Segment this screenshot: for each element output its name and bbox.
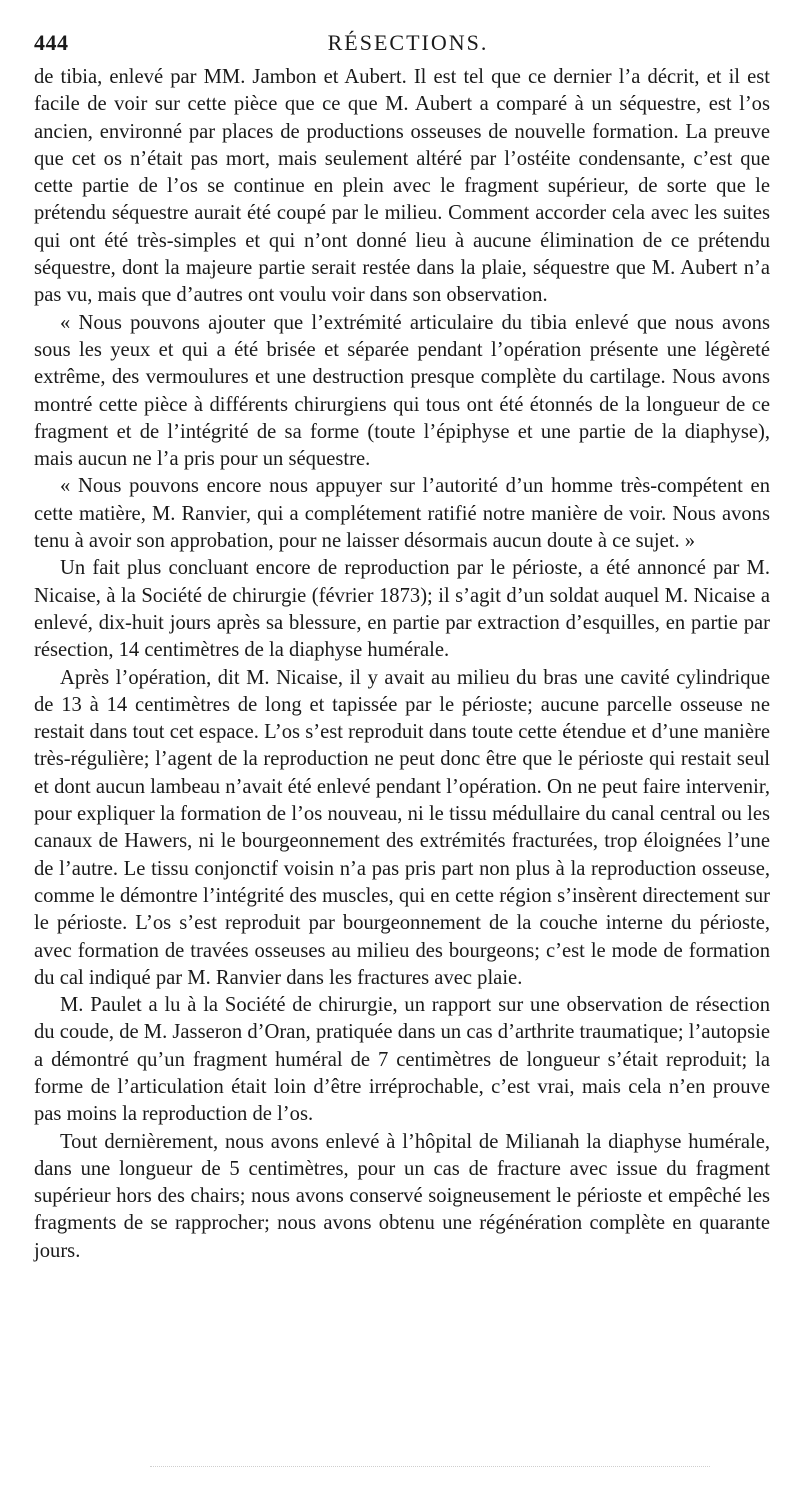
paragraph-continuation: de tibia, enlevé par MM. Jambon et Aubert. Il est tel que ce dernier l’a décrit, et il est facile de voir sur cette pièce que ce que M. Aubert a comparé à un séquestre, est l’os ancien, environné par places de productions osseuses de nouvelle formation. La preuve que cet os n’était pas mort, mais seulement altéré par l’ostéite condensante, c’est que cette partie de l’os se continue en plein avec le fragment supérieur, de sorte que le prétendu séquestre aurait été coupé par le milieu. Comment accorder cela avec les suites qui ont été très-simples et qui n’ont donné lieu à aucune élimination de ce prétendu séquestre, dont la majeure partie serait restée dans la plaie, séquestre que M. Aubert n’a pas vu, mais que d’autres ont voulu voir dans son observation. xyxy=(34,66,770,307)
running-head xyxy=(34,30,774,58)
page-number: 444 xyxy=(34,30,69,55)
paragraph-milianah-case: Tout dernièrement, nous avons enlevé à l’hôpital de Milianah la diaphyse humérale, dans une longueur de 5 centimètres, pour un cas de fracture avec issue du fragment supérieur hors des chairs; nous avons conservé soigneusement le périoste et empêché les fragments de se rapprocher; nous avons obtenu une régénération complète en quarante jours. xyxy=(34,1130,770,1262)
paragraph-quote-cartilage: « Nous pouvons ajouter que l’extrémité articulaire du tibia enlevé que nous avons sous les yeux et qui a été brisée et séparée pendant l’opération présente une légèreté extrême, des vermoulures et une destruction presque complète du cartilage. Nous avons montré cette pièce à différents chirurgiens qui tous ont été étonnés de la longueur de ce fragment et de l’intégrité de sa forme (toute l’épiphyse et une partie de la diaphyse), mais aucun ne l’a pris pour un séquestre. xyxy=(34,311,770,471)
paragraph-paulet-report: M. Paulet a lu à la Société de chirurgie, un rapport sur une observation de résection du coude, de M. Jasseron d’Oran, pratiquée dans un cas d’arthrite traumatique; l’autopsie a démontré qu’un fragment huméral de 7 centimètres de longueur s’était reproduit; la forme de l’articulation était loin d’être irréprochable, c’est vrai, mais cela n’en prouve pas moins la reproduction de l’os. xyxy=(34,994,770,1126)
paragraph-quote-ranvier: « Nous pouvons encore nous appuyer sur l’autorité d’un homme très-compétent en cette matière, M. Ranvier, qui a complétement ratifié notre manière de voir. Nous avons tenu à avoir son approbation, pour ne laisser désormais aucun doute à ce sujet. » xyxy=(34,475,770,553)
paragraph-nicaise-description: Après l’opération, dit M. Nicaise, il y avait au milieu du bras une cavité cylindrique de 13 à 14 centimètres de long et tapissée par le périoste; aucune parcelle osseuse ne restait dans tout cet espace. L’os s’est reproduit dans toute cette étendue et d’une manière très-régulière; l’agent de la reproduction ne peut donc être que le périoste qui restait seul et dont aucun lambeau n’avait été enlevé pendant l’opération. On ne peut faire intervenir, pour expliquer la formation de l’os nouveau, ni le tissu médullaire du canal central ou les canaux de Hawers, ni le bourgeonnement des extrémités fracturées, trop éloignées l’une de l’autre. Le tissu conjonctif voisin n’a pas pris part non plus à la reproduction osseuse, comme le démontre l’intégrité des muscles, qui en cette région s’insèrent directement sur le périoste. L’os s’est reproduit par bourgeonnement de la couche interne du périoste, avec formation de travées osseuses au milieu des bourgeons; c’est le mode de formation du cal indiqué par M. Ranvier dans les fractures avec plaie. xyxy=(34,666,770,989)
footer-rule xyxy=(150,1466,710,1469)
section-title: RÉSECTIONS. xyxy=(327,30,489,55)
paragraph-nicaise-case: Un fait plus concluant encore de reproduction par le périoste, a été annoncé par M. Nicaise, à la Société de chirurgie (février 1873); il s’agit d’un soldat auquel M. Nicaise a enlevé, dix-huit jours après sa blessure, en partie par extraction d’esquilles, en partie par résection, 14 centimètres de la diaphyse humérale. xyxy=(34,557,770,662)
body-text xyxy=(34,64,770,1265)
